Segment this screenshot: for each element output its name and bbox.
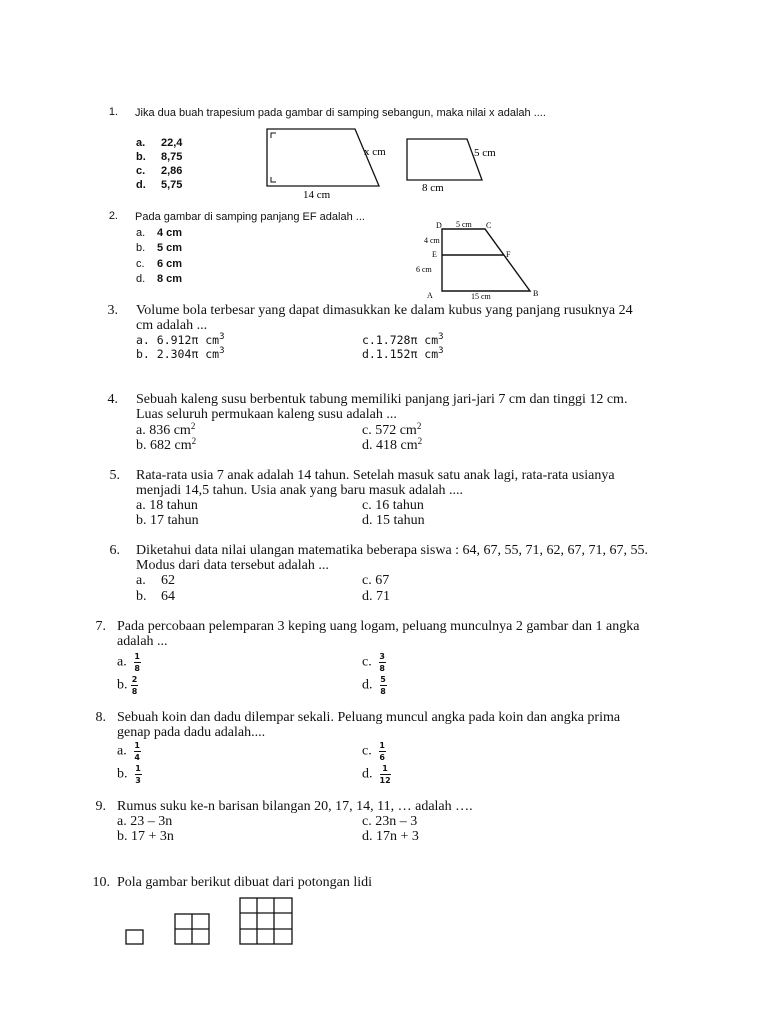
q2-option-b-letter: b. — [136, 242, 146, 254]
q1-trapezoid-figure — [262, 124, 512, 204]
vertex-d: D — [436, 221, 442, 230]
label-8-cm: 8 cm — [422, 182, 444, 194]
q7-option-b: b. $\frac{2}{8}$ — [117, 675, 138, 696]
q9-line1: Rumus suku ke-n barisan bilangan 20, 17, 14, 11, … adalah …. — [117, 799, 473, 814]
q9-option-b: b. 17 + 3n — [117, 829, 174, 844]
pattern-3-grid — [240, 898, 292, 944]
q6-option-c: c. 67 — [362, 573, 390, 588]
pattern-1-square — [126, 930, 143, 944]
q1-option-d-letter: d. — [136, 179, 146, 191]
q7-option-d: d. $\frac{5}{8}$ — [362, 675, 386, 696]
q6-option-a: 62 — [161, 573, 175, 588]
q8-option-b: b. $\frac{1}{3}$ — [117, 764, 141, 785]
vertex-f: F — [506, 250, 511, 259]
q8-option-d: d. $\frac{1}{12}$ — [362, 764, 391, 785]
fraction: $\frac{1}{3}$ — [135, 764, 141, 785]
q5-line2: menjadi 14,5 tahun. Usia anak yang baru masuk adalah .... — [136, 483, 463, 498]
q4-option-c: c. 572 $cm^2$ — [362, 421, 422, 438]
q4-line1: Sebuah kaleng susu berbentuk tabung memiliki panjang jari-jari 7 cm dan tinggi 12 cm. — [136, 392, 628, 407]
q5-number: 5. — [109, 468, 120, 483]
large-trapezoid — [267, 129, 379, 186]
small-trapezoid — [407, 139, 482, 180]
q5-option-a: a. 18 tahun — [136, 498, 198, 513]
q2-trapezoid-figure — [410, 216, 545, 304]
q3-option-d: d.1.152π $cm^3$ — [362, 346, 444, 361]
vertex-b: B — [533, 289, 539, 298]
label-14-cm: 14 cm — [303, 189, 331, 201]
q8-number: 8. — [95, 710, 106, 725]
q7-number: 7. — [95, 619, 106, 634]
q5-option-d: d. 15 tahun — [362, 513, 425, 528]
label-upper-left-4cm: 4 cm — [424, 236, 440, 245]
q1-option-b-letter: b. — [136, 151, 146, 163]
q8-option-c: c. $\frac{1}{6}$ — [362, 741, 385, 762]
q7-option-c: c. $\frac{3}{8}$ — [362, 652, 385, 673]
q3-line2: cm adalah ... — [136, 318, 208, 333]
label-lower-left-6cm: 6 cm — [416, 265, 432, 274]
q10-line1: Pola gambar berikut dibuat dari potongan lidi — [117, 875, 373, 890]
q8-line2: genap pada dadu adalah.... — [117, 725, 266, 740]
q9-option-c: c. 23n – 3 — [362, 814, 418, 829]
q6-option-b-letter: b. — [136, 589, 147, 604]
q6-option-d: d. 71 — [362, 589, 390, 604]
q1-option-d: 5,75 — [161, 179, 183, 191]
vertex-a: A — [427, 291, 433, 300]
q2-option-c: 6 cm — [157, 258, 183, 270]
q4-number: 4. — [107, 392, 118, 407]
fraction: $\frac{1}{8}$ — [134, 652, 140, 673]
fraction: $\frac{1}{4}$ — [134, 741, 140, 762]
q7-option-a: a. $\frac{1}{8}$ — [117, 652, 140, 673]
q3-option-c: c.1.728π $cm^3$ — [362, 332, 444, 347]
q3-option-a: a. 6.912π $cm^3$ — [136, 332, 225, 347]
q2-option-d: 8 cm — [157, 273, 183, 285]
q2-option-a: 4 cm — [157, 227, 183, 239]
vertex-e: E — [432, 250, 437, 259]
q6-line1: Diketahui data nilai ulangan matematika beberapa siswa : 64, 67, 55, 71, 62, 67, 71, 67, 55. — [136, 543, 649, 558]
q9-option-a: a. 23 – 3n — [117, 814, 173, 829]
q2-option-b: 5 cm — [157, 242, 183, 254]
fraction: $\frac{5}{8}$ — [380, 675, 386, 696]
q8-line1: Sebuah koin dan dadu dilempar sekali. Peluang muncul angka pada koin dan angka prima — [117, 710, 621, 725]
q1-number: 1. — [108, 106, 118, 118]
q8-option-a: a. $\frac{1}{4}$ — [117, 741, 140, 762]
q5-option-b: b. 17 tahun — [136, 513, 199, 528]
pattern-2-grid — [175, 914, 209, 944]
fraction: $\frac{3}{8}$ — [379, 652, 385, 673]
q5-line1: Rata-rata usia 7 anak adalah 14 tahun. Setelah masuk satu anak lagi, rata-rata usianya — [136, 468, 615, 483]
q10-matchstick-pattern — [120, 895, 300, 950]
q1-option-c: 2,86 — [161, 165, 183, 177]
q4-option-d: d. 418 $cm^2$ — [362, 436, 423, 453]
fraction: $\frac{1}{6}$ — [379, 741, 385, 762]
label-top-5cm: 5 cm — [456, 220, 472, 229]
q6-number: 6. — [109, 543, 120, 558]
fraction: $\frac{1}{12}$ — [379, 764, 391, 785]
q1-option-a: 22,4 — [161, 137, 183, 149]
q3-number: 3. — [107, 303, 118, 318]
vertex-c: C — [486, 221, 492, 230]
q1-option-c-letter: c. — [136, 165, 146, 177]
label-bottom-15cm: 15 cm — [471, 292, 491, 301]
right-angle-mark-bottom — [271, 177, 276, 182]
label-x-cm: x cm — [364, 146, 386, 158]
q6-line2: Modus dari data tersebut adalah ... — [136, 558, 329, 573]
q10-number: 10. — [92, 875, 110, 890]
q1-option-a-letter: a. — [136, 137, 146, 149]
trapezoid-abcd — [442, 229, 530, 291]
right-angle-mark-top — [271, 133, 276, 138]
q2-option-a-letter: a. — [136, 227, 146, 239]
q9-number: 9. — [95, 799, 106, 814]
q2-question: Pada gambar di samping panjang EF adalah ... — [135, 211, 365, 223]
q4-option-a: a. 836 $cm^2$ — [136, 421, 196, 438]
q3-option-b: b. 2.304π $cm^3$ — [136, 346, 225, 361]
q7-line2: adalah ... — [117, 634, 168, 649]
label-5-cm: 5 cm — [474, 147, 496, 159]
q7-line1: Pada percobaan pelemparan 3 keping uang logam, peluang munculnya 2 gambar dan 1 angka — [117, 619, 640, 634]
q6-option-a-letter: a. — [136, 573, 146, 588]
q2-option-d-letter: d. — [136, 273, 146, 285]
q2-number: 2. — [108, 210, 118, 222]
q6-option-b: 64 — [161, 589, 175, 604]
q1-question: Jika dua buah trapesium pada gambar di samping sebangun, maka nilai x adalah .... — [135, 107, 546, 119]
q5-option-c: c. 16 tahun — [362, 498, 424, 513]
q3-line1: Volume bola terbesar yang dapat dimasukkan ke dalam kubus yang panjang rusuknya 24 — [136, 303, 633, 318]
q4-line2: Luas seluruh permukaan kaleng susu adalah ... — [136, 407, 397, 422]
fraction: $\frac{2}{8}$ — [131, 675, 138, 696]
q2-option-c-letter: c. — [136, 258, 145, 270]
q1-option-b: 8,75 — [161, 151, 183, 163]
q9-option-d: d. 17n + 3 — [362, 829, 419, 844]
q4-option-b: b. 682 $cm^2$ — [136, 436, 197, 453]
